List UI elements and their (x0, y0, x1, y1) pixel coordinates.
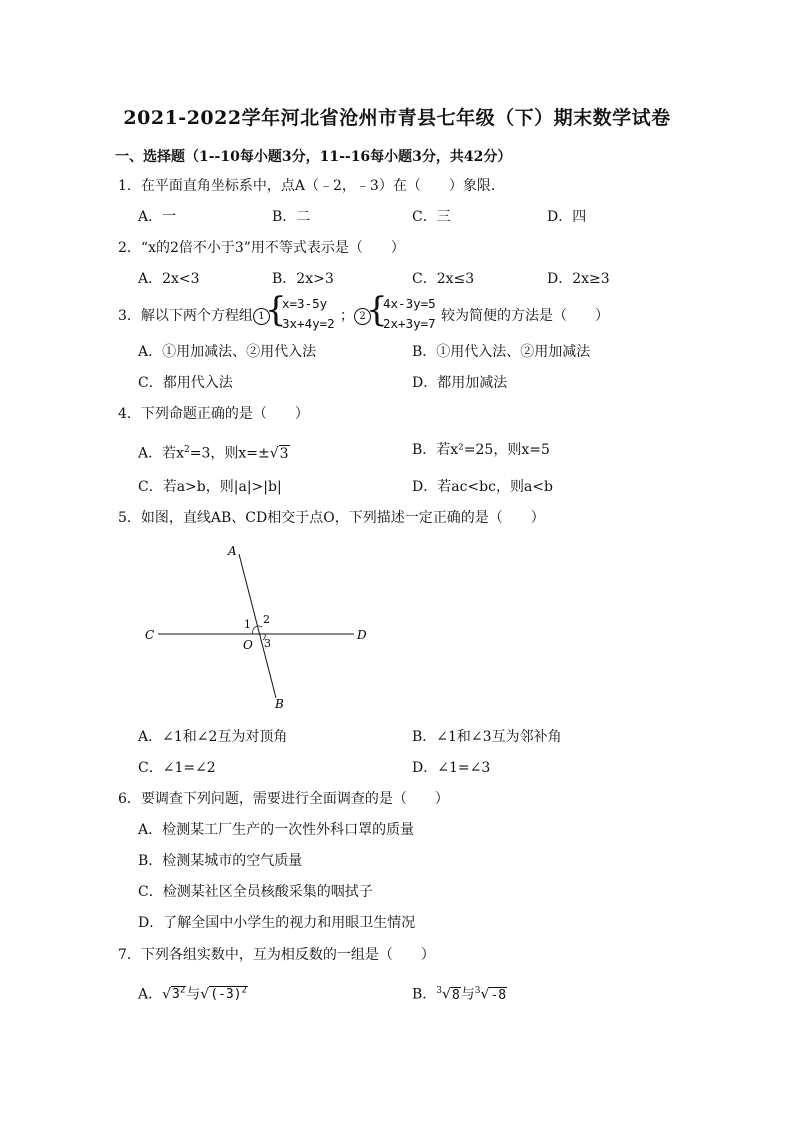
q7-option-b (412, 982, 507, 1005)
label-o: O (243, 638, 253, 652)
sys2-eq1: 4x-3y=5 (383, 296, 436, 311)
q7-a-join: 与 (186, 986, 201, 1003)
question-3-prefix (118, 307, 270, 325)
question-2: 2．“x的2倍不小于3”用不等式表示是（ ） (118, 240, 405, 256)
q6-option-a: A．检测某工厂生产的一次性外科口罩的质量 (138, 822, 415, 838)
q1-option-a: A．一 (138, 209, 177, 225)
q1-option-c: C．三 (412, 209, 451, 225)
q4-a-mid: =3，则x=± (189, 445, 270, 462)
q4-option-d: D．若ac<bc，则a<b (412, 479, 553, 495)
q7-b-join: 与 (460, 986, 475, 1003)
q4-option-b: B．若x²=25，则x=5 (412, 442, 550, 458)
circled-one: 1 (253, 308, 270, 325)
question-7: 7．下列各组实数中，互为相反数的一组是（ ） (118, 947, 435, 963)
circled-two: 2 (354, 308, 371, 325)
sqrt-icon: √ (200, 986, 210, 1003)
q1-option-d: D．四 (547, 209, 587, 225)
q4-a-radicand: 3 (279, 445, 289, 462)
q6-option-b: B．检测某城市的空气质量 (138, 853, 303, 869)
sys2-eq2: 2x+3y=7 (383, 316, 436, 331)
q3-stem-pre: 3．解以下两个方程组 (118, 308, 253, 324)
equation-system-2 (383, 294, 436, 334)
sqrt-icon: √ (162, 986, 172, 1003)
q2-option-d: D．2x≥3 (547, 271, 610, 287)
q5-option-b: B．∠1和∠3互为邻补角 (412, 729, 562, 745)
label-d: D (357, 628, 367, 642)
q3-option-b: B．①用代入法、②用加减法 (412, 344, 591, 360)
sqrt-icon: √ (480, 986, 490, 1003)
q2-option-b: B．2x>3 (272, 271, 334, 287)
q2-option-c: C．2x≤3 (412, 271, 475, 287)
cube-index: 3 (474, 986, 481, 996)
intersecting-lines-figure (138, 540, 378, 715)
q7-b-label: B． (412, 986, 437, 1003)
q7-a-label: A． (138, 986, 163, 1003)
q3-option-a: A．①用加减法、②用代入法 (138, 344, 317, 360)
brace-icon: { (265, 290, 287, 330)
sqrt-icon: √ (442, 986, 451, 1003)
q6-option-d: D．了解全国中小学生的视力和用眼卫生情况 (138, 915, 416, 931)
cube-index: 3 (436, 986, 443, 996)
angle-label-2: 2 (263, 613, 270, 626)
q4-option-a: A．若$x^2=3$，则x=±√3 (138, 445, 289, 462)
q6-option-c: C．检测某社区全员核酸采集的咽拭子 (138, 884, 373, 900)
equation-system-1 (282, 294, 335, 334)
question-6: 6．要调查下列问题，需要进行全面调查的是（ ） (118, 791, 449, 807)
q5-option-a: A．∠1和∠2互为对顶角 (138, 729, 288, 745)
label-a: A (228, 544, 237, 558)
q1-option-b: B．二 (272, 209, 311, 225)
question-5: 5．如图，直线AB、CD相交于点O，下列描述一定正确的是（ ） (118, 510, 545, 526)
q7-option-a (138, 982, 248, 1004)
q7-b-radicand-2: -8 (490, 987, 507, 1003)
sqrt-icon: √ (269, 445, 279, 462)
q2-option-a: A．2x<3 (138, 271, 200, 287)
angle-label-3: 3 (264, 637, 271, 650)
q5-option-d: D．∠1=∠3 (412, 760, 491, 776)
question-1: 1．在平面直角坐标系中，点A（﹣2，﹣3）在（ ）象限． (118, 178, 505, 194)
q5-option-c: C．∠1=∠2 (138, 760, 216, 776)
section-heading: 一、选择题（1--10每小题3分，11--16每小题3分，共42分） (115, 149, 512, 165)
q3-option-d: D．都用加减法 (412, 375, 508, 391)
q3-separator: ； 2 (340, 307, 371, 325)
q3-stem-post: 较为简便的方法是（ ） (441, 308, 609, 324)
sys1-eq1: x=3-5y (282, 296, 328, 311)
label-c: C (145, 628, 155, 642)
q7-b-radicand-1: 8 (451, 987, 460, 1003)
q4-a-text: A．若x (138, 445, 185, 462)
q7-a-radicand-1: $3^2$ (172, 986, 186, 1003)
label-b: B (275, 697, 284, 711)
q7-a-radicand-2: $(-3)^2$ (210, 986, 247, 1003)
angle-label-1: 1 (244, 618, 251, 631)
question-4: 4．下列命题正确的是（ ） (118, 406, 309, 422)
q4-option-c: C．若a>b，则|a|>|b| (138, 479, 282, 495)
brace-icon: { (366, 290, 388, 330)
sys1-eq2: 3x+4y=2 (282, 316, 335, 331)
page-title: 2021-2022学年河北省沧州市青县七年级（下）期末数学试卷 (123, 107, 671, 129)
q3-option-c: C．都用代入法 (138, 375, 233, 391)
